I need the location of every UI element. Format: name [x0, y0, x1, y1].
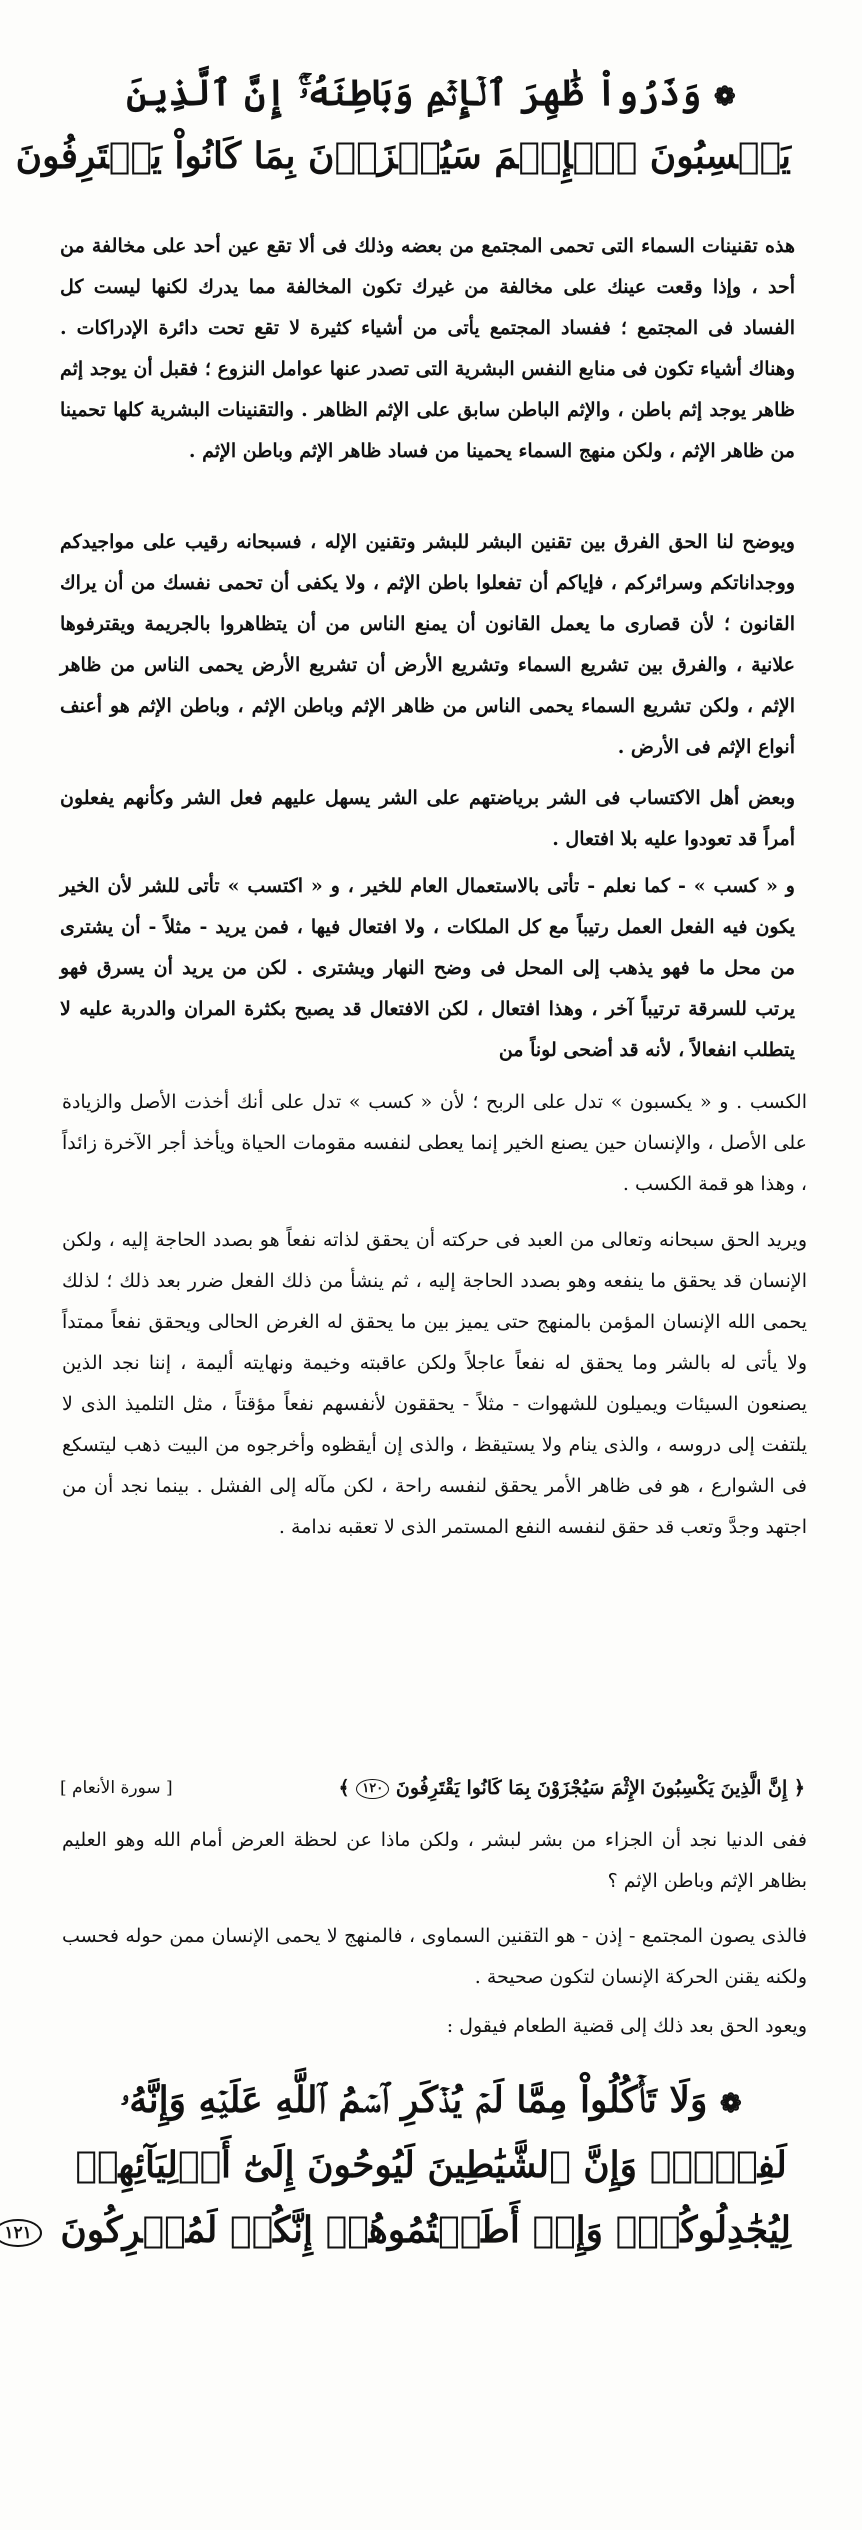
ornament-icon: ❁ [719, 2089, 742, 2119]
verse-bottom-text-3: لِيُجَٰدِلُوكُمۡۖ وَإِنۡ أَطَعۡتُمُوهُمۡ إِنَّكُمۡ لَمُشۡرِكُونَ [60, 2208, 791, 2251]
quoted-verse-text-wrap [339, 1768, 805, 1808]
paragraph-2: ويوضح لنا الحق الفرق بين تقنين البشر للبشر وتقنين الإله ، فسبحانه رقيب على مواجيدكم ووجداناتكم وسرائركم ، فإياكم أن تفعلوا باطن الإثم ، ولا يكفى أن تحمى نفسك من أن يراك القانون ؛ لأن قصارى ما يعمل القانون أن يمنع الناس من أن يتظاهروا بالجريمة ويقترفوها علانية ، والفرق بين تشريع السماء وتشريع الأرض أن تشريع الأرض يحمى الناس من ظاهر الإثم ، ولكن تشريع السماء يحمى الناس من ظاهر الإثم وباطن الإثم ، وباطن الإثم هو أعنف أنواع الإثم فى الأرض . [60, 531, 795, 758]
verse-bottom [4, 2068, 791, 2262]
verse-bottom-line-2 [71, 2133, 791, 2198]
quoted-verse-text: ﴿ إِنَّ الَّذِينَ يَكْسِبُونَ الإِثْمَ سَيُجْزَوْنَ بِمَا كَانُوا يَقْتَرِفُونَ [395, 1777, 805, 1799]
verse-bottom-line-1 [71, 2068, 791, 2133]
verse-top-line-2 [15, 125, 791, 188]
verse-top-text-1: وَذَرُواْ ظَٰهِرَ ٱلۡإِثۡمِ وَبَاطِنَهُۥٓۚ إِنَّ ٱلَّذِينَ [126, 72, 702, 114]
verse-top-text-2: يَكۡسِبُونَ ٱلۡإِثۡمَ سَيُجۡزَوۡنَ بِمَا كَانُواْ يَقۡتَرِفُونَ [15, 135, 791, 177]
verse-top-line-1 [71, 62, 791, 125]
verse-bottom-line-3 [4, 2198, 791, 2263]
paragraph-9: ويعود الحق بعد ذلك إلى قضية الطعام فيقول : [446, 2015, 807, 2037]
verse-bottom-text-1: وَلَا تَأۡكُلُواْ مِمَّا لَمۡ يُذۡكَرِ ٱسۡمُ ٱللَّهِ عَلَيۡهِ وَإِنَّهُۥ [120, 2079, 708, 2121]
paragraph-3: وبعض أهل الاكتساب فى الشر برياضتهم على الشر يسهل عليهم فعل الشر وكأنهم يفعلون أمراً قد تعودوا عليه بلا افتعال . [60, 787, 795, 850]
quoted-verse-close: ﴾ [338, 1777, 350, 1799]
verse-top [15, 62, 791, 188]
paragraph-8: فالذى يصون المجتمع - إذن - هو التقنين السماوى ، فالمنهج لا يحمى الإنسان ممن حوله فحسب ولكنه يقنن الحركة الإنسان لتكون صحيحة . [62, 1925, 807, 1988]
verse-bottom-text-2: لَفِسۡقٞۗ وَإِنَّ ٱلشَّيَٰطِينَ لَيُوحُونَ إِلَىٰٓ أَوۡلِيَآئِهِمۡ [75, 2143, 787, 2186]
quoted-verse-source: [ سورة الأنعام ] [60, 1778, 173, 1798]
quoted-verse-number: ١٢٠ [356, 1779, 389, 1799]
paragraph-7: ففى الدنيا نجد أن الجزاء من بشر لبشر ، ولكن ماذا عن لحظة العرض أمام الله وهو العليم بظاهر الإثم وباطن الإثم ؟ [62, 1829, 807, 1892]
paragraph-4: و « كسب » - كما نعلم - تأتى بالاستعمال العام للخير ، و « اكتسب » تأتى للشر لأن الخير يكون فيه الفعل العمل رتيباً مع كل الملكات ، ولا افتعال فيها ، فمن يريد - مثلاً - أن يشترى من محل ما فهو يذهب إلى المحل فى وضح النهار ويشترى . لكن من يريد أن يسرق فهو يرتب للسرقة ترتيباً آخر ، وهذا افتعال ، لكن الافتعال قد يصبح بكثرة المران والدربة عليه لا يتطلب انفعالاً ، لأنه قد أضحى لوناً من [60, 875, 795, 1061]
ornament-icon: ❁ [713, 82, 736, 112]
paragraph-6: ويريد الحق سبحانه وتعالى من العبد فى حركته أن يحقق لذاته نفعاً هو بصدد الحاجة إليه ، ولكن الإنسان قد يحقق ما ينفعه وهو بصدد الحاجة إليه ، ثم ينشأ من ذلك الفعل ضرر بعد ذلك ؛ لذلك يحمى الله الإنسان المؤمن بالمنهج حتى يميز بين ما يحقق له الغرض الحالى ويحقق نفعاً ممتداً ولا يأتى له بالشر وما يحقق له نفعاً عاجلاً ولكن عاقبته وخيمة ونهايته أليمة ، إننا نجد الذين يصنعون السيئات ويميلون للشهوات - مثلاً - يحققون لأنفسهم نفعاً مؤقتاً ، مثل التلميذ الذى لا يلتفت إلى دروسه ، والذى ينام ولا يستيقظ ، والذى إن أيقظوه وأخرجوه من البيت ذهب ليتسكع فى الشوارع ، هو فى ظاهر الأمر يحقق لنفسه راحة ، لكن مآله إلى الفشل . بينما نجد أن من اجتهد وجدَّ وتعب قد حقق لنفسه النفع المستمر الذى لا تعقبه ندامة . [62, 1229, 807, 1538]
paragraph-1: هذه تقنينات السماء التى تحمى المجتمع من بعضه وذلك فى ألا تقع عين أحد على مخالفة من أحد ، وإذا وقعت عينك على مخالفة من غيرك تكون المخالفة مما يدرك لكنها ليست كل الفساد فى المجتمع ؛ ففساد المجتمع يأتى من أشياء كثيرة لا تقع تحت دائرة الإدراكات . وهناك أشياء تكون فى منابع النفس البشرية التى تصدر عنها عوامل النزوع ؛ فقبل أن يوجد إثم ظاهر يوجد إثم باطن ، والإثم الباطن سابق على الإثم الظاهر . والتقنينات البشرية كلها تحمينا من ظاهر الإثم ، ولكن منهج السماء يحمينا من فساد ظاهر الإثم وباطن الإثم . [60, 235, 795, 462]
verse-number: ١٢١ [0, 2219, 42, 2247]
quoted-verse [60, 1768, 805, 1808]
paragraph-5: الكسب . و « يكسبون » تدل على الربح ؛ لأن « كسب » تدل على أنك أخذت الأصل والزيادة على الأصل ، والإنسان حين يصنع الخير إنما يعطى لنفسه مقومات الحياة ويأخذ أجر الآخرة زائداً ، وهذا هو قمة الكسب . [62, 1091, 807, 1195]
